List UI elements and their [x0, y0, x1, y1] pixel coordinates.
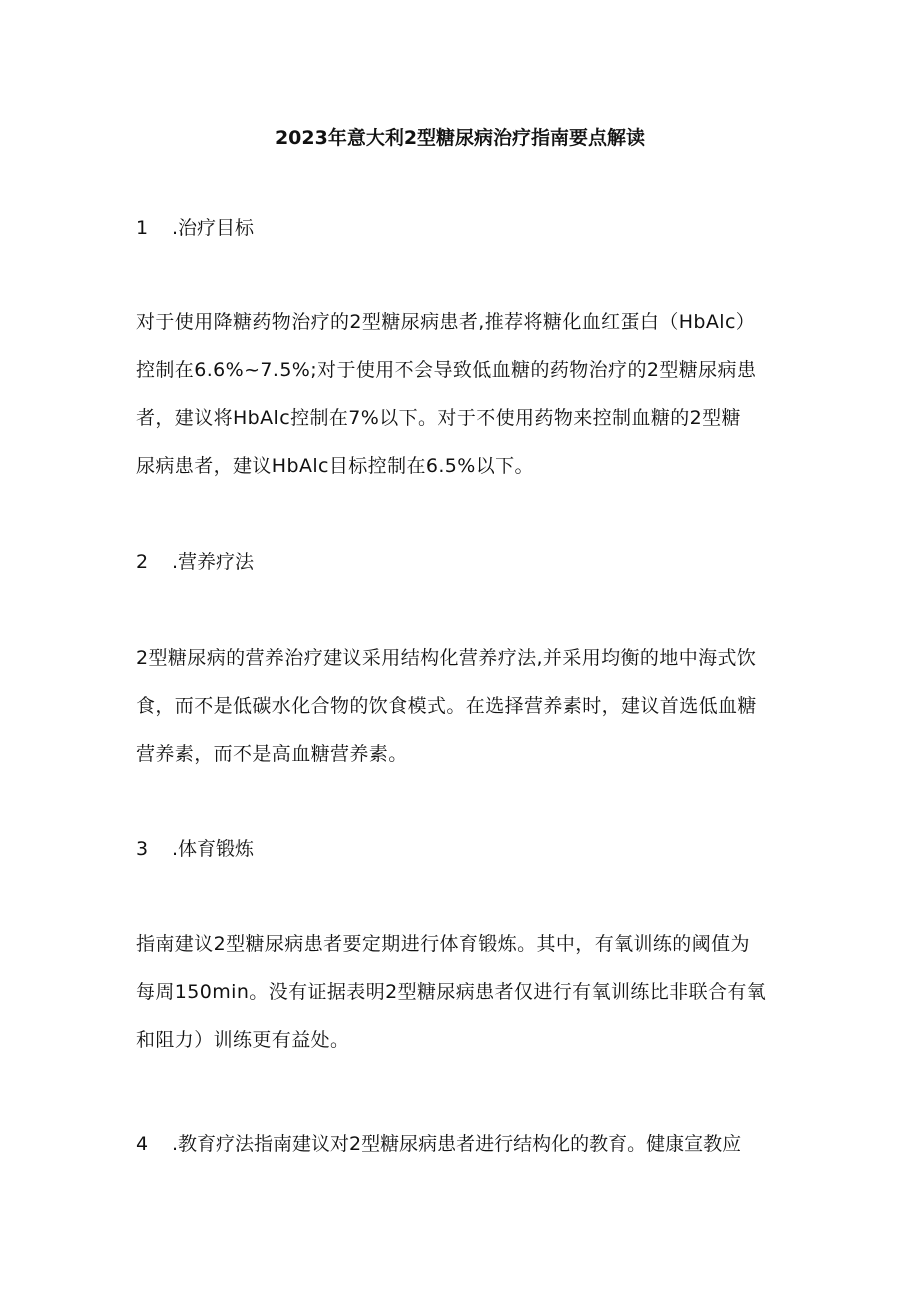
paragraph-line: 对于使用降糖药物治疗的2型糖尿病患者,推荐将糖化血红蛋白（HbAlc）	[136, 311, 756, 333]
section-number: 2	[136, 551, 149, 573]
section-number: 3	[136, 838, 149, 860]
section-heading-text: .治疗目标	[172, 217, 255, 239]
section-heading-1	[136, 214, 796, 242]
section-number: 1	[136, 217, 149, 239]
paragraph-line: 每周150min。没有证据表明2型糖尿病患者仅进行有氧训练比非联合有氧	[136, 981, 767, 1003]
paragraph-line: 指南建议2型糖尿病患者要定期进行体育锻炼。其中，有氧训练的阈值为	[136, 933, 750, 955]
paragraph-line: 者，建议将HbAlc控制在7%以下。对于不使用药物来控制血糖的2型糖	[136, 407, 741, 429]
section-heading-4	[136, 1130, 796, 1158]
section-heading-text: .营养疗法	[172, 551, 255, 573]
paragraph-line: 控制在6.6%~7.5%;对于使用不会导致低血糖的药物治疗的2型糖尿病患	[136, 359, 757, 381]
section-heading-2	[136, 548, 796, 576]
section-heading-text: .体育锻炼	[172, 838, 255, 860]
section-paragraph-2	[136, 634, 792, 778]
section-paragraph-3	[136, 920, 792, 1064]
paragraph-line: 2型糖尿病的营养治疗建议采用结构化营养疗法,并采用均衡的地中海式饮	[136, 647, 757, 669]
section-heading-text: .教育疗法指南建议对2型糖尿病患者进行结构化的教育。健康宣教应	[172, 1133, 742, 1155]
document-title: 2023年意大利2型糖尿病治疗指南要点解读	[274, 127, 646, 149]
section-number: 4	[136, 1133, 149, 1155]
paragraph-line: 食，而不是低碳水化合物的饮食模式。在选择营养素时，建议首选低血糖	[136, 695, 757, 717]
section-heading-3	[136, 835, 796, 863]
section-paragraph-1	[136, 298, 792, 490]
paragraph-line: 营养素，而不是高血糖营养素。	[136, 743, 408, 765]
paragraph-line: 尿病患者，建议HbAlc目标控制在6.5%以下。	[136, 455, 534, 477]
paragraph-line: 和阻力）训练更有益处。	[136, 1029, 350, 1051]
